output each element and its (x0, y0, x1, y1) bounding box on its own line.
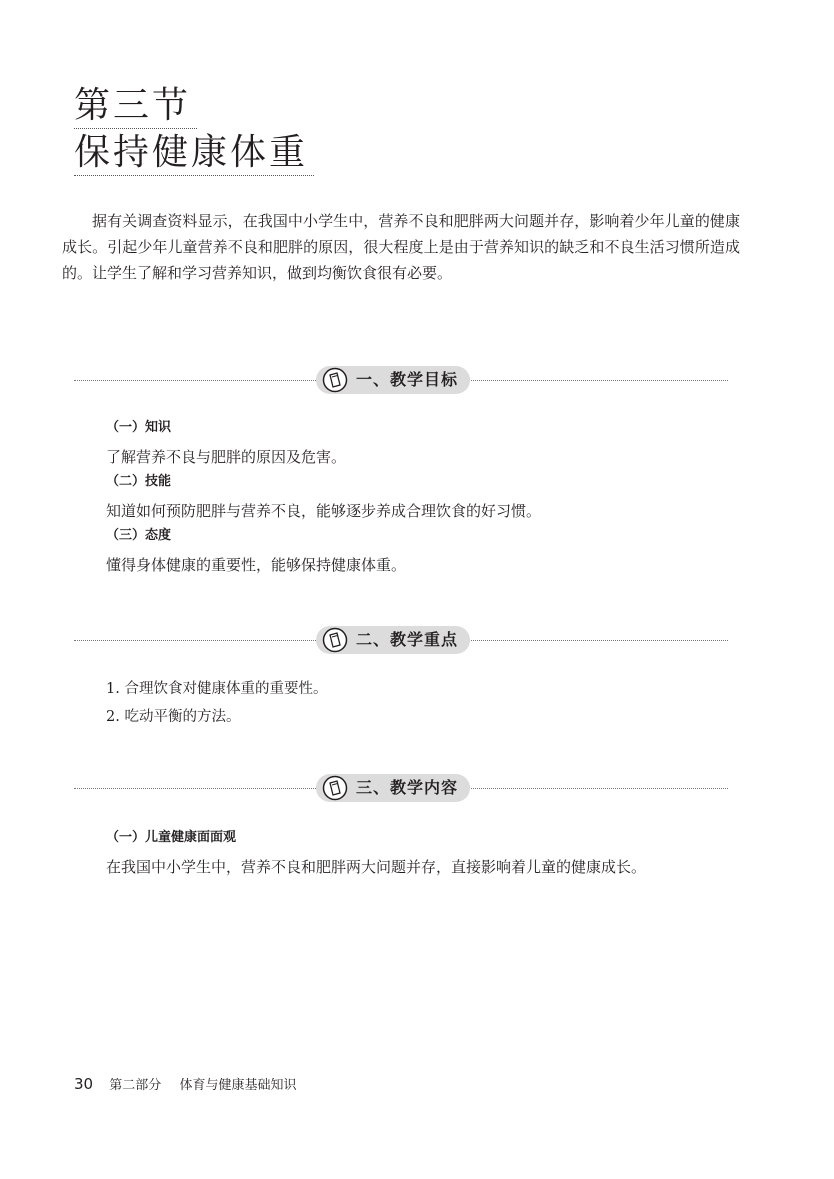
section-heading-pill (316, 774, 470, 802)
section-heading-pill (316, 366, 470, 394)
section-header-content (74, 774, 728, 802)
footer-part: 第二部分 (109, 1078, 162, 1093)
footer-subject: 体育与健康基础知识 (179, 1078, 297, 1093)
chapter-title (74, 84, 314, 176)
page-footer (74, 1074, 297, 1096)
content-label-overview: （一）儿童健康面面观 (106, 830, 237, 845)
section-header-key-points (74, 626, 728, 654)
section-title: 保持健康体重 (74, 131, 314, 176)
section-heading-text: 三、教学内容 (356, 778, 459, 797)
objective-label-knowledge: （一）知识 (106, 420, 172, 435)
section-header-objectives (74, 366, 728, 394)
section-number: 第三节 (74, 84, 197, 129)
content-text-overview: 在我国中小学生中，营养不良和肥胖两大问题并存，直接影响着儿童的健康成长。 (106, 858, 647, 876)
key-point-item: 2. 吃动平衡的方法。 (106, 709, 241, 725)
section-heading-text: 二、教学重点 (356, 630, 459, 649)
objective-text-attitude: 懂得身体健康的重要性，能够保持健康体重。 (106, 556, 407, 574)
objective-label-attitude: （三）态度 (106, 528, 172, 543)
objective-text-skills: 知道如何预防肥胖与营养不良，能够逐步养成合理饮食的好习惯。 (106, 502, 542, 520)
book-ribbon-icon (322, 775, 348, 801)
book-ribbon-icon (322, 627, 348, 653)
intro-paragraph: 据有关调查资料显示，在我国中小学生中，营养不良和肥胖两大问题并存，影响着少年儿童的健康成长。引起少年儿童营养不良和肥胖的原因，很大程度上是由于营养知识的缺乏和不良生活习惯所造成的。让学生了解和学习营养知识，做到均衡饮食很有必要。 (62, 212, 740, 282)
section-heading-pill (316, 626, 470, 654)
page-number: 30 (74, 1075, 94, 1093)
objective-label-skills: （二）技能 (106, 474, 172, 489)
section-heading-text: 一、教学目标 (356, 370, 459, 389)
key-point-item: 1. 合理饮食对健康体重的重要性。 (106, 681, 328, 697)
book-ribbon-icon (322, 367, 348, 393)
objective-text-knowledge: 了解营养不良与肥胖的原因及危害。 (106, 448, 347, 466)
